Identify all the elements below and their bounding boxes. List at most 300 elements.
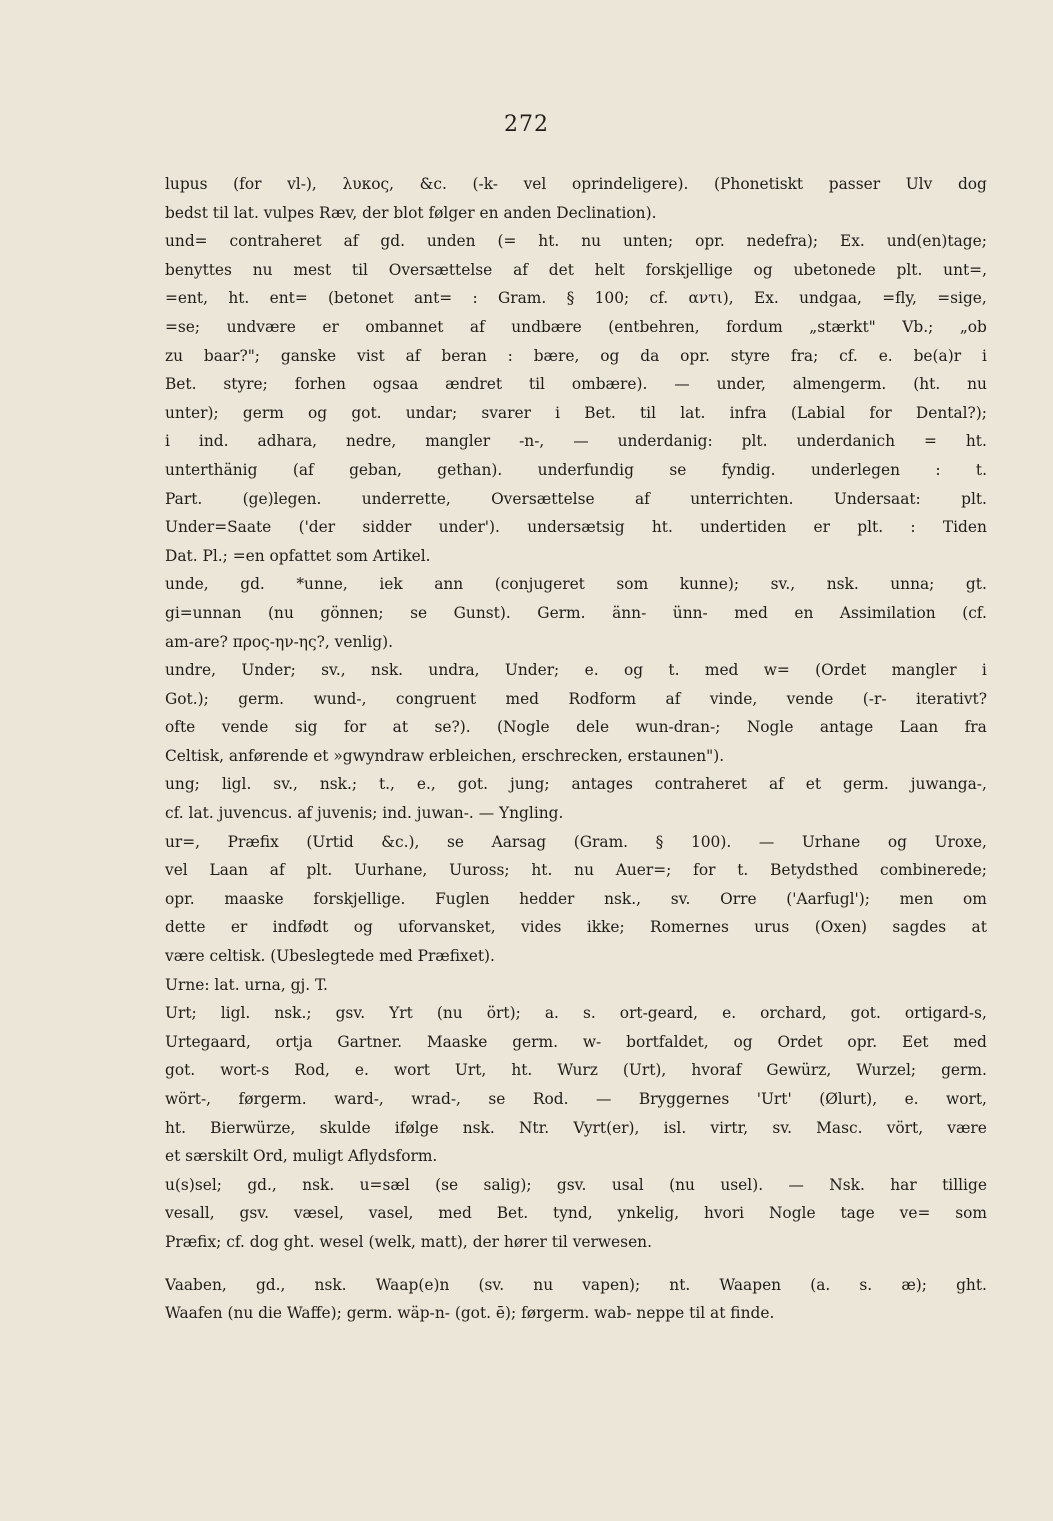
word: gi=unnan <box>165 603 242 622</box>
word: æ); <box>901 1275 927 1294</box>
word: Germ. <box>537 603 586 622</box>
word: vel <box>165 861 188 880</box>
word: af <box>634 489 650 508</box>
word: at <box>971 918 987 937</box>
word: (betonet <box>328 289 394 308</box>
word: undre, <box>165 661 217 680</box>
word: = <box>923 432 937 451</box>
word: nsk. <box>314 1275 347 1294</box>
word: ward-, <box>334 1090 384 1108</box>
word: Fuglen <box>435 889 490 908</box>
word: Uurhane, <box>354 861 428 880</box>
word: undbære <box>511 317 582 336</box>
word: sv., <box>770 575 796 594</box>
word: ogsaa <box>372 375 419 394</box>
word: cf. <box>839 346 858 365</box>
word: iterativt? <box>916 689 987 708</box>
word: ant= <box>413 289 453 308</box>
word: germ <box>242 403 284 422</box>
word: u=sæl <box>359 1175 410 1194</box>
text-line <box>165 742 987 771</box>
word: vesall, <box>165 1204 215 1223</box>
word: kunne); <box>679 575 740 594</box>
word: undersætsig <box>527 518 625 537</box>
word: cf. <box>649 289 669 308</box>
word: ört); <box>486 1004 521 1023</box>
word: uforvansket, <box>398 918 496 937</box>
text-line <box>165 942 987 971</box>
word: gd., <box>255 1275 286 1294</box>
word: Eet <box>901 1032 929 1051</box>
word: hedder <box>519 889 575 908</box>
text-line <box>165 971 987 1000</box>
word: Urtegaard, <box>165 1032 251 1051</box>
word: ht. <box>965 432 987 451</box>
word: Urt, <box>454 1061 487 1080</box>
word: antage <box>819 718 874 737</box>
word: Rod, <box>294 1061 330 1080</box>
word: got. <box>850 1004 881 1023</box>
word: *unne, <box>296 575 348 594</box>
word: Vb.; <box>902 317 934 336</box>
word: af <box>269 861 285 880</box>
word: unna; <box>890 575 935 594</box>
word: (Ølurt), <box>819 1090 878 1108</box>
word: dele <box>576 718 610 737</box>
word: ort-geard, <box>619 1004 699 1023</box>
word: gd. <box>240 575 265 594</box>
word: gsv. <box>335 1004 366 1023</box>
word: Urhane <box>801 832 861 851</box>
word: i <box>981 346 987 365</box>
word: i <box>981 661 987 680</box>
word: vel <box>523 175 547 193</box>
word: sv. <box>772 1118 792 1137</box>
word: opr. <box>165 889 195 908</box>
word: (entbehren, <box>608 317 700 336</box>
word: er <box>230 918 248 937</box>
word: Bierwürze, <box>210 1118 296 1137</box>
word: (-k- <box>472 175 498 193</box>
word: nt. <box>669 1275 691 1294</box>
text-line <box>165 485 987 514</box>
text-line <box>165 570 987 599</box>
text-line <box>165 713 987 742</box>
word: benyttes <box>165 260 232 279</box>
word: Gartner. <box>337 1032 403 1051</box>
word: vende <box>221 718 269 737</box>
word: forhen <box>294 375 346 394</box>
text-line <box>165 427 987 456</box>
word: ombannet <box>365 317 444 336</box>
word: gsv. <box>556 1175 587 1194</box>
word: (nu <box>436 1004 463 1023</box>
text-line <box>165 399 987 428</box>
word: Yrt <box>389 1004 413 1023</box>
word: germ. <box>512 1032 558 1051</box>
word: nsk. <box>826 575 859 594</box>
word: styre; <box>223 375 268 394</box>
word: nu <box>533 1275 554 1294</box>
word: — <box>674 375 690 394</box>
text-line <box>165 913 987 942</box>
word: nsk. <box>462 1118 495 1137</box>
word: ortigard-s, <box>904 1004 987 1023</box>
word: ann <box>434 575 464 594</box>
word: underlegen <box>810 460 900 479</box>
word: : <box>507 346 513 365</box>
text-line <box>165 885 987 914</box>
word: bære, <box>533 346 580 365</box>
text-line <box>165 628 987 657</box>
word: nsk. <box>371 661 404 680</box>
word: se <box>488 1090 506 1108</box>
word: se <box>410 603 428 622</box>
word: wort <box>393 1061 430 1080</box>
word: 'Urt' <box>756 1090 792 1108</box>
word: helt <box>594 260 625 279</box>
word: — <box>788 1175 804 1194</box>
word: dog <box>957 175 987 193</box>
word: Oversættelse <box>491 489 595 508</box>
word: plt. <box>857 518 884 537</box>
word: Laan <box>899 718 939 737</box>
word: änn- <box>612 603 647 622</box>
word: 100; <box>594 289 630 308</box>
word: har <box>890 1175 917 1194</box>
word: til <box>528 375 545 394</box>
text-fragment: Urne: lat. urna, gj. T. <box>165 975 328 994</box>
word: Orre <box>720 889 757 908</box>
word: og <box>753 260 773 279</box>
word: Bryggernes <box>638 1090 730 1108</box>
word: ortja <box>275 1032 313 1051</box>
word: det <box>548 260 574 279</box>
word: antages <box>571 775 633 794</box>
word: Assimilation <box>839 603 936 622</box>
word: vides <box>520 918 562 937</box>
word: unterthänig <box>165 460 258 479</box>
word: § <box>566 289 575 308</box>
word: (nu <box>669 1175 695 1194</box>
word: Aarsag <box>491 832 547 851</box>
word: gönnen; <box>320 603 384 622</box>
text-line <box>165 170 987 199</box>
word: &c.), <box>381 832 420 851</box>
word: førgerm. <box>238 1090 307 1108</box>
word: nedre, <box>345 432 397 451</box>
word: Auer=; <box>615 861 672 880</box>
word: om <box>963 889 987 908</box>
word: gethan). <box>437 460 503 479</box>
word: adhara, <box>257 432 318 451</box>
word: — <box>758 832 775 851</box>
word: — <box>573 432 589 451</box>
text-fragment: Celtisk, anførende et »gwyndraw erbleichen, erschrecken, erstaunen"). <box>165 746 725 765</box>
word: i <box>165 432 170 451</box>
word: under'). <box>438 518 500 537</box>
word: opr. <box>695 232 725 251</box>
word: &c. <box>419 175 447 193</box>
word: wort, <box>946 1090 987 1108</box>
text-line <box>165 1299 987 1328</box>
word: nsk. <box>302 1175 335 1194</box>
word: usel). <box>720 1175 764 1194</box>
word: t., <box>378 775 395 794</box>
text-line <box>165 599 987 628</box>
word: =sige, <box>937 289 987 308</box>
word: at <box>392 718 409 737</box>
word: underfundig <box>537 460 634 479</box>
word: =fly, <box>882 289 917 308</box>
word: wun-dran-; <box>635 718 721 737</box>
word: (= <box>497 232 517 251</box>
word: s. <box>582 1004 596 1023</box>
word: (sv. <box>478 1275 505 1294</box>
text-line <box>165 828 987 857</box>
word: Waap(e)n <box>375 1275 450 1294</box>
word: orchard, <box>760 1004 827 1023</box>
text-fragment: Præfix; cf. dog ght. wesel (welk, matt), der hører til verwesen. <box>165 1232 652 1251</box>
word: i <box>555 403 561 422</box>
word: combinerede; <box>880 861 987 880</box>
word: ung; <box>165 775 200 794</box>
text-line <box>165 284 987 313</box>
word: Under=Saate <box>165 518 272 537</box>
word: λυκος, <box>342 175 394 193</box>
word: e. <box>354 1061 369 1080</box>
word: Nogle <box>768 1204 816 1223</box>
text-line <box>165 1271 987 1300</box>
word: mangler <box>425 432 491 451</box>
word: fra <box>964 718 987 737</box>
word: =se; <box>165 317 201 336</box>
text-fragment: am-are? προς-ην-ης?, venlig). <box>165 632 393 651</box>
word: (ge)legen. <box>242 489 322 508</box>
word: lat. <box>680 403 706 422</box>
word: (Labial <box>790 403 846 422</box>
word: og <box>353 918 373 937</box>
word: ht. <box>165 1118 186 1137</box>
word: Wurzel; <box>856 1061 917 1080</box>
word: væsel, <box>293 1204 344 1223</box>
word: Urt; <box>165 1004 197 1023</box>
word: undvære <box>226 317 296 336</box>
word: § <box>655 832 664 851</box>
word: isl. <box>663 1118 687 1137</box>
word: unter); <box>165 403 219 422</box>
word: nsk., <box>604 889 642 908</box>
word: plt. <box>896 260 923 279</box>
word: iek <box>379 575 403 594</box>
word: som <box>955 1204 987 1223</box>
word: da <box>640 346 660 365</box>
word: gd., <box>247 1175 277 1194</box>
word: med <box>505 689 540 708</box>
word: af <box>469 317 485 336</box>
word: styre <box>730 346 770 365</box>
text-fragment: være celtisk. (Ubeslegtede med Præfixet). <box>165 947 495 966</box>
word: geban, <box>349 460 402 479</box>
word: og <box>600 346 620 365</box>
word: contraheret <box>654 775 747 794</box>
word: Gram. <box>497 289 547 308</box>
word: ligl. <box>220 1004 251 1023</box>
word: (cf. <box>962 603 987 622</box>
word: s. <box>859 1275 873 1294</box>
word: contraheret <box>229 232 322 251</box>
text-line <box>165 456 987 485</box>
text-line <box>165 1028 987 1057</box>
word: gd. <box>380 232 405 251</box>
word: lupus <box>165 175 208 193</box>
word: „ob <box>959 317 987 336</box>
word: med <box>704 661 739 680</box>
word: og <box>887 832 907 851</box>
word: „stærkt" <box>809 317 876 336</box>
word: opr. <box>847 1032 878 1051</box>
word: Nsk. <box>829 1175 865 1194</box>
word: wört-, <box>165 1090 212 1108</box>
word: underdanig: <box>617 432 713 451</box>
word: Wurz <box>557 1061 598 1080</box>
word: (af <box>292 460 314 479</box>
word: plt. <box>306 861 333 880</box>
word: vört, <box>886 1118 924 1137</box>
word: Masc. <box>816 1118 863 1137</box>
word: ht. <box>651 518 673 537</box>
text-line <box>165 1171 987 1200</box>
word: e. <box>878 346 893 365</box>
word: germ. <box>843 775 889 794</box>
word: t. <box>737 861 749 880</box>
word: Ntr. <box>518 1118 550 1137</box>
word: og <box>733 1032 753 1051</box>
word: vende <box>786 689 834 708</box>
word: (se <box>435 1175 459 1194</box>
word: bortfaldet, <box>626 1032 709 1051</box>
word: Bet. <box>165 375 197 394</box>
word: ve= <box>899 1204 931 1223</box>
word: w- <box>582 1032 602 1051</box>
word: Gewürz, <box>766 1061 832 1080</box>
word: se <box>669 460 687 479</box>
word: be(a)r <box>913 346 962 365</box>
word: 100). <box>690 832 732 851</box>
word: er <box>813 518 830 537</box>
word: Rodform <box>568 689 637 708</box>
text-fragment: bedst til lat. vulpes Ræv, der blot følger en anden Declination). <box>165 203 657 222</box>
word: Dental?); <box>915 403 987 422</box>
word: gsv. <box>239 1204 269 1223</box>
word: Waapen <box>719 1275 782 1294</box>
dictionary-text <box>165 170 987 1328</box>
word: nedefra); <box>746 232 819 251</box>
word: maaske <box>224 889 284 908</box>
word: Part. <box>165 489 203 508</box>
word: Uuross; <box>449 861 510 880</box>
text-line <box>165 656 987 685</box>
word: ynkelig, <box>617 1204 680 1223</box>
word: ht. <box>228 289 250 308</box>
word: undra, <box>428 661 480 680</box>
word: sv. <box>670 889 691 908</box>
word: sidder <box>362 518 412 537</box>
word: t. <box>975 460 987 479</box>
word: plt. <box>741 432 768 451</box>
word: dette <box>165 918 206 937</box>
word: got. <box>351 403 382 422</box>
word: ganske <box>280 346 337 365</box>
word: ('der <box>298 518 336 537</box>
word: undgaa, <box>799 289 862 308</box>
text-line <box>165 1085 987 1114</box>
word: vist <box>357 346 385 365</box>
word: ubetonede <box>793 260 876 279</box>
word: nu <box>581 232 602 251</box>
word: indfødt <box>272 918 329 937</box>
word: og <box>623 661 644 680</box>
word: ünn- <box>672 603 708 622</box>
page-number: 272 <box>504 112 549 137</box>
word: ind. <box>198 432 229 451</box>
word: juwanga-, <box>910 775 987 794</box>
word: nu <box>574 861 594 880</box>
word: sagdes <box>892 918 947 937</box>
word: Ulv <box>905 175 933 193</box>
text-line <box>165 1142 987 1171</box>
text-line <box>165 513 987 542</box>
text-line <box>165 256 987 285</box>
word: Bet. <box>584 403 616 422</box>
word: und= <box>165 232 208 251</box>
word: (Ordet <box>815 661 867 680</box>
word: vapen); <box>582 1275 641 1294</box>
word: u(s)sel; <box>165 1175 222 1194</box>
text-line <box>165 370 987 399</box>
text-line <box>165 227 987 256</box>
word: sv., <box>273 775 298 794</box>
word: ifølge <box>394 1118 439 1137</box>
word: et <box>805 775 822 794</box>
word: med <box>953 1032 987 1051</box>
word: unterrichten. <box>690 489 794 508</box>
word: af <box>513 260 528 279</box>
word: Rod. <box>532 1090 569 1108</box>
word: forskjellige. <box>313 889 406 908</box>
word: (ht. <box>913 375 941 394</box>
word: usal <box>611 1175 644 1194</box>
word: unt=, <box>943 260 987 279</box>
word: Vyrt(er), <box>573 1118 640 1137</box>
word: sig <box>294 718 318 737</box>
text-line <box>165 542 987 571</box>
word: hvori <box>703 1204 745 1223</box>
word: tynd, <box>553 1204 593 1223</box>
word: være <box>947 1118 987 1137</box>
word: ur=, <box>165 832 201 851</box>
word: underrette, <box>361 489 451 508</box>
word: Undersaat: <box>833 489 921 508</box>
word: e. <box>722 1004 737 1023</box>
word: Bet. <box>496 1204 529 1223</box>
word: forskjellige <box>645 260 733 279</box>
word: Gunst). <box>453 603 511 622</box>
text-line <box>165 313 987 342</box>
word: e. <box>584 661 599 680</box>
word: -n-, <box>519 432 545 451</box>
word: vasel, <box>368 1204 414 1223</box>
